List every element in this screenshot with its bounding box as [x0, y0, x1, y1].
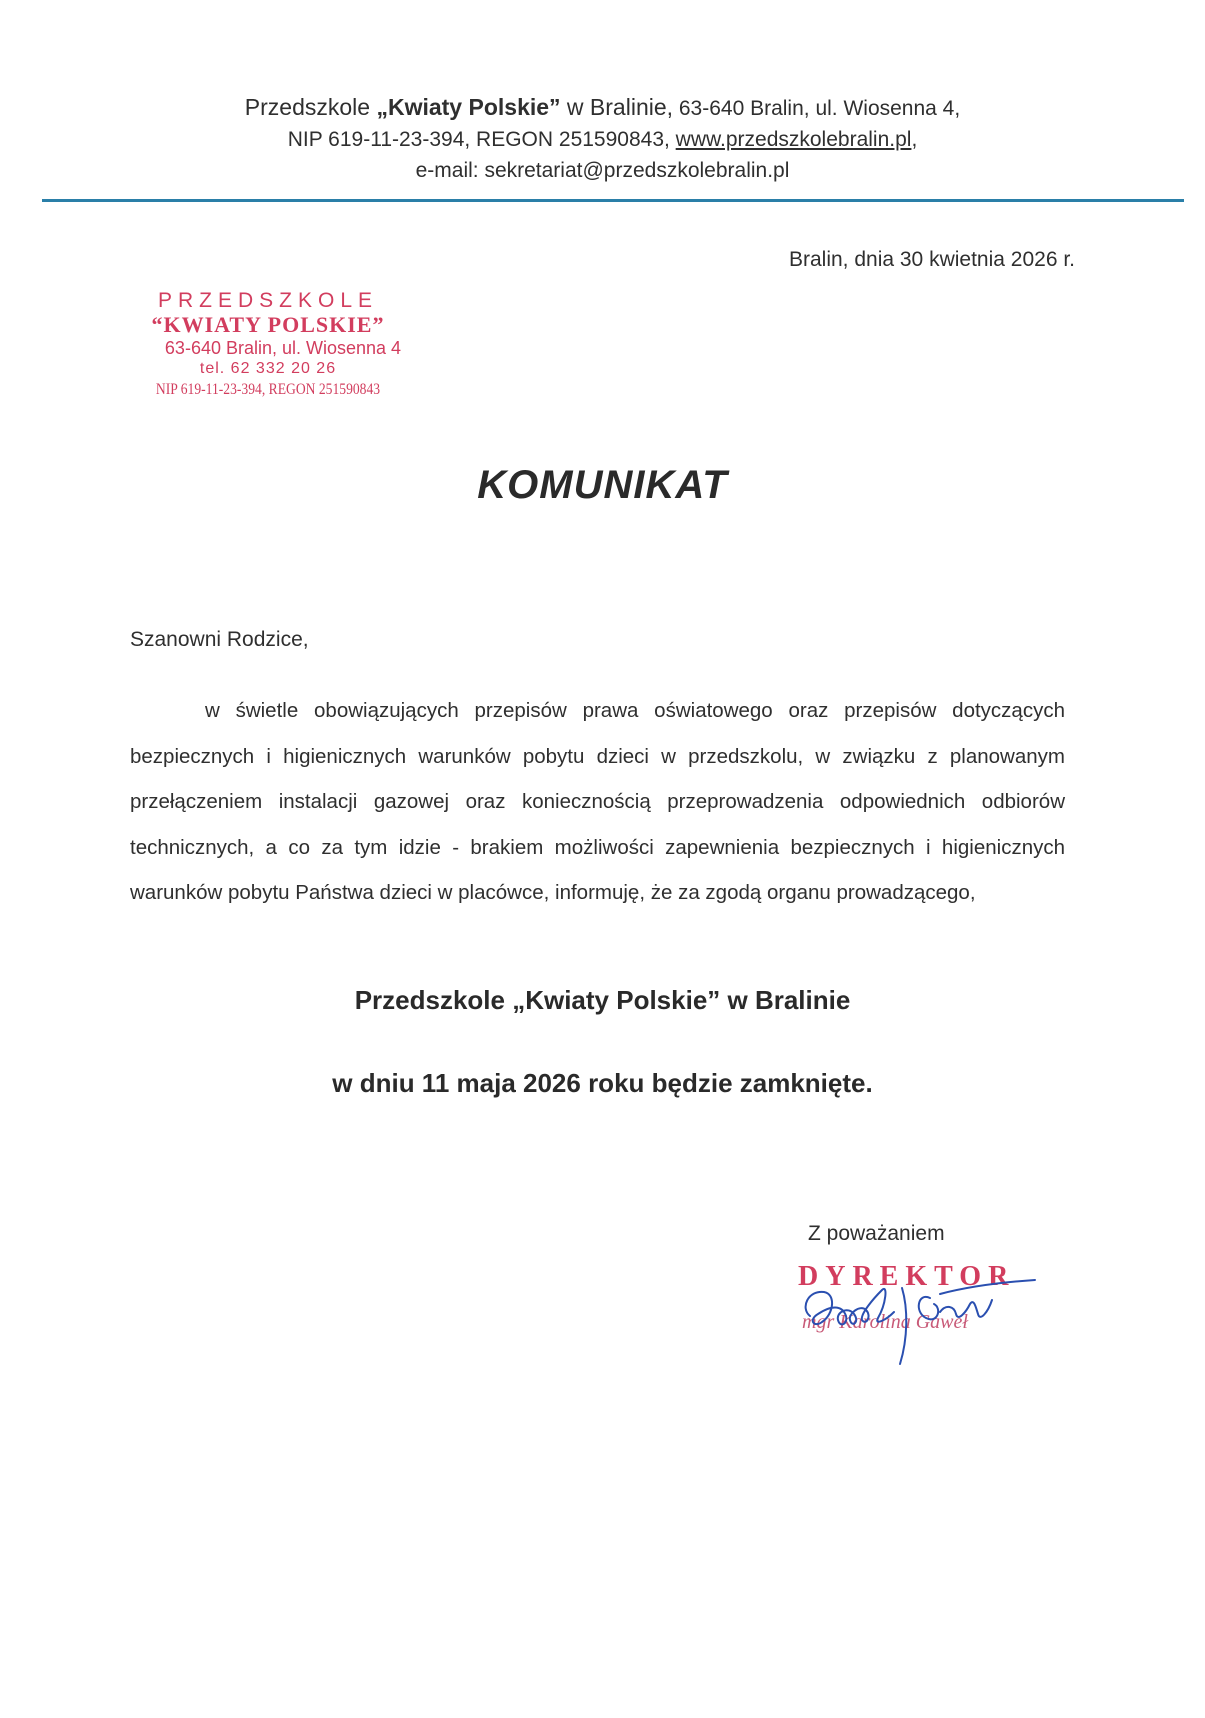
announcement-line-2: w dniu 11 maja 2026 roku będzie zamknięte. — [332, 1068, 873, 1098]
document-date: Bralin, dnia 30 kwietnia 2026 r. — [788, 248, 1075, 271]
director-name: mgr Karolina Gaweł — [802, 1311, 968, 1333]
header-divider — [42, 199, 1184, 202]
handwritten-signature — [790, 1268, 1050, 1378]
announcement-line-1: Przedszkole „Kwiaty Polskie” w Bralinie — [354, 985, 851, 1015]
document-title: KOMUNIKAT — [477, 463, 728, 507]
website-link[interactable]: www.przedszkolebralin.pl — [675, 128, 912, 151]
director-role: DYREKTOR — [798, 1261, 1016, 1292]
letterhead-line-2 — [0, 124, 1205, 155]
stamp-line-4: tel. 62 332 20 26 — [199, 360, 337, 377]
stamp-line-3: 63-640 Bralin, ul. Wiosenna 4 — [164, 338, 402, 358]
letterhead-comma: , — [911, 128, 918, 151]
body-paragraph: w świetle obowiązujących przepisów prawa oświatowego oraz przepisów dotyczących bezpiecznych i higienicznych warunków pobytu dzieci w przedszkolu, w związku z planowanym przełączeniem instalacji gazowej oraz koniecznością przeprowadzenia odpowiednich odbiorów technicznych, a co za tym idzie - brakiem możliwości zapewnienia bezpiecznych i higienicznych warunków pobytu Państwa dzieci w placówce, informuję, że za zgodą organu prowadzącego, — [130, 699, 1065, 904]
letterhead-line-1 — [0, 92, 1205, 124]
letterhead-school-name: „Kwiaty Polskie” — [376, 94, 561, 120]
letterhead-ids: NIP 619-11-23-394, REGON 251590843, — [287, 128, 676, 151]
letterhead-town: w Bralinie, — [560, 94, 674, 120]
stamp-line-5: NIP 619-11-23-394, REGON 251590843 — [155, 381, 381, 398]
letterhead-address: 63-640 Bralin, ul. Wiosenna 4, — [673, 97, 961, 120]
greeting: Szanowni Rodzice, — [130, 628, 309, 651]
letterhead — [0, 92, 1205, 186]
school-stamp — [118, 288, 418, 401]
stamp-line-2: “KWIATY POLSKIE” — [151, 312, 385, 337]
letterhead-prefix: Przedszkole — [244, 94, 377, 120]
closing: Z poważaniem — [808, 1222, 945, 1245]
stamp-line-1: PRZEDSZKOLE — [157, 289, 379, 312]
letterhead-email: e-mail: sekretariat@przedszkolebralin.pl — [415, 159, 790, 182]
